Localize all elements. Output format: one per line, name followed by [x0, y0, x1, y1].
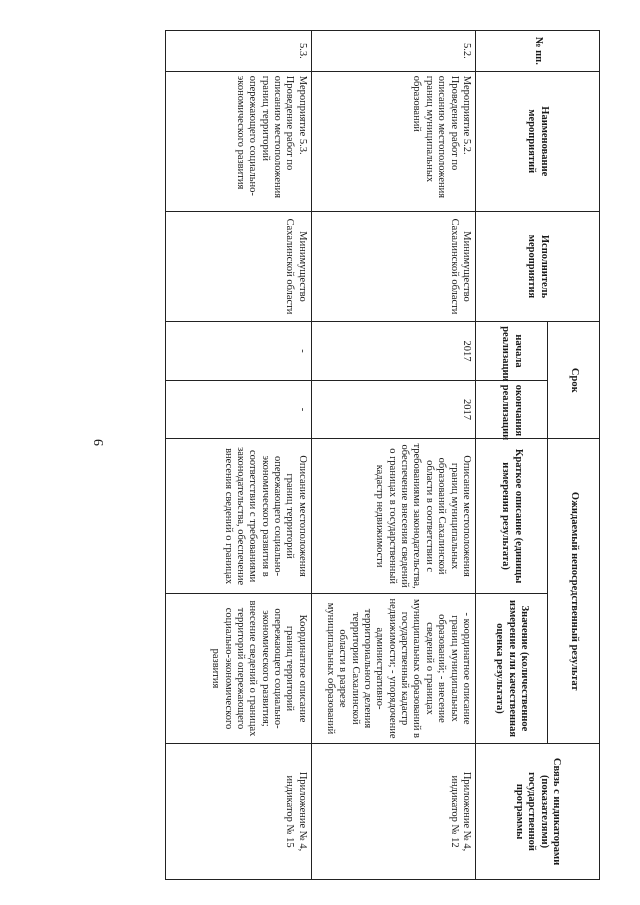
- row-end: 2017: [311, 380, 475, 439]
- row-num: 5.3.: [166, 31, 312, 72]
- header-result-value: Значение (количественное измерение или качественная оценка результата): [476, 593, 548, 743]
- row-value: - координатное описание границ муниципальных образований; - внесение сведений о границах муниципальных образований в государственный кадастр недвижимости; - упорядочение административно-территориального деления территории Сахалинской области в разрезе муниципальных образований: [311, 593, 475, 743]
- page-number: 9: [92, 439, 107, 446]
- header-name: Наименование мероприятий: [476, 71, 600, 211]
- header-term-end: окончания реализации: [476, 380, 548, 439]
- header-link: Связь с индикаторами (показателями) государственной программы: [476, 744, 600, 880]
- header-term: Срок: [548, 322, 600, 439]
- row-executor: Минимущество Сахалинской области: [311, 211, 475, 321]
- measures-table: [165, 30, 600, 880]
- row-link: Приложение № 4, индикатор № 15: [166, 744, 312, 880]
- measures-table-sheet: [165, 30, 600, 880]
- row-name: Мероприятие 5.2. Проведение работ по описанию местоположения границ муниципальных образований: [311, 71, 475, 211]
- row-desc: Описание местоположения границ муниципальных образований Сахалинской области в соответствии с требованиями законодательства, обеспечение внесения сведений о границах в государственный кадастр недвижимости: [311, 439, 475, 594]
- header-result: Ожидаемый непосредственный результат: [548, 439, 600, 744]
- header-term-start: начала реализации: [476, 322, 548, 381]
- table-row: [311, 31, 475, 880]
- row-value: Координатное описание границ территорий опережающего социально-экономического развития; внесение сведений о границах территорий опережающего социально-экономического развития: [166, 593, 312, 743]
- header-num: № пп.: [476, 31, 600, 72]
- row-start: -: [166, 322, 312, 381]
- table-row: [166, 31, 312, 880]
- row-name: Мероприятие 5.3. Проведение работ по описанию местоположения границ территорий опережающего социально-экономического развития: [166, 71, 312, 211]
- row-num: 5.2.: [311, 31, 475, 72]
- row-link: Приложение № 4, индикатор № 12: [311, 744, 475, 880]
- row-end: -: [166, 380, 312, 439]
- header-result-desc: Краткое описание (единицы измерения результата): [476, 439, 548, 594]
- header-executor: Исполнитель мероприятия: [476, 211, 600, 321]
- row-start: 2017: [311, 322, 475, 381]
- row-desc: Описание местоположения границ территорий опережающего социально-экономического развития в соответствии с требованиями законодательства, обеспечение внесения сведений о границах: [166, 439, 312, 594]
- row-executor: Минимущество Сахалинской области: [166, 211, 312, 321]
